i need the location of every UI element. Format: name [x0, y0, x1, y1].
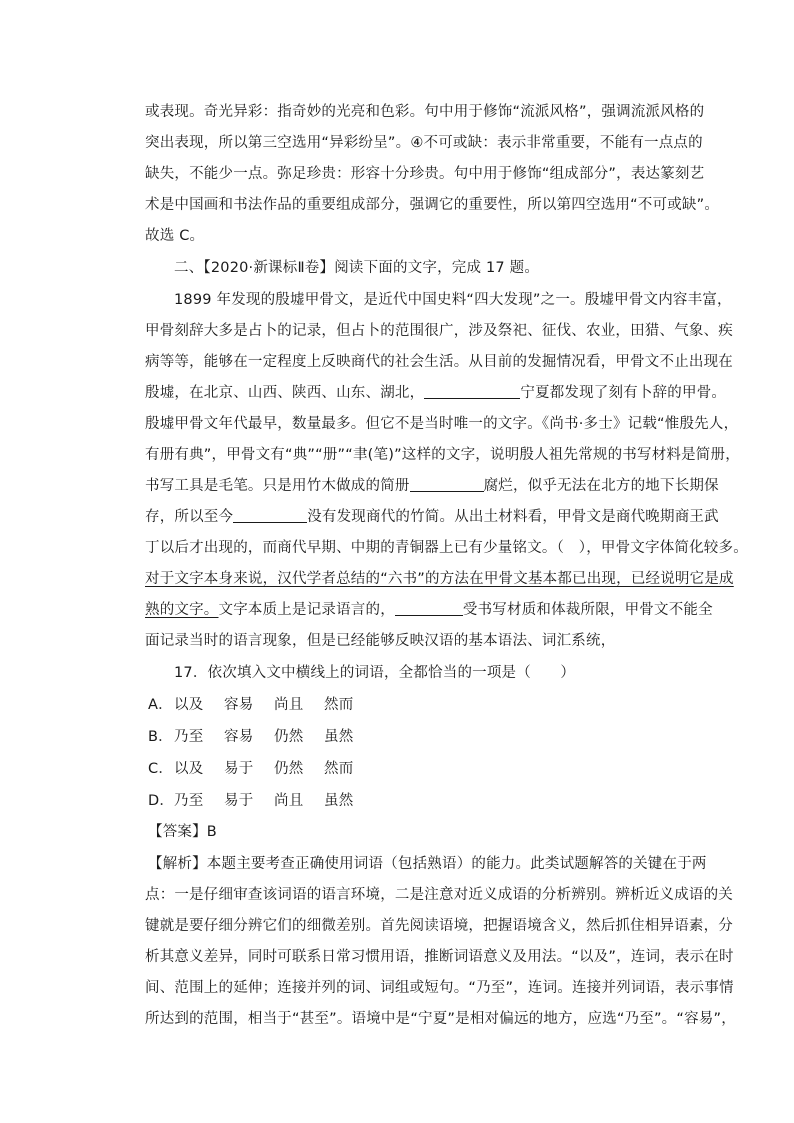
fill-blank-3 — [233, 508, 307, 523]
passage-line — [145, 600, 713, 620]
passage-text: 宁夏都发现了刻有卜辞的甲骨。 — [520, 385, 727, 401]
underlined-passage-text: 熟的文字。 — [145, 602, 219, 618]
option-b — [148, 727, 374, 747]
option-word: 以及 — [174, 697, 204, 713]
underlined-passage-line: 对于文字本身来说，汉代学者总结的“六书”的方法在甲骨文基本都已出现，已经说明它是成 — [145, 571, 734, 587]
answer: 【答案】B — [148, 824, 217, 840]
option-word: 乃至 — [174, 793, 204, 809]
option-a — [148, 695, 374, 715]
option-word: 然而 — [324, 761, 354, 777]
analysis-line: 所达到的范围，相当于“甚至”。语境中是“宁夏”是相对偏远的地方，应选“乃至”。“容易”， — [145, 1011, 736, 1027]
option-label: C． — [148, 761, 174, 777]
analysis-line: 间、范围上的延伸；连接并列的词、词组或短句。“乃至”，连词。连接并列词语，表示事情 — [145, 980, 734, 996]
passage-line: 病等等，能够在一定程度上反映商代的社会生活。从目前的发掘情况看，甲骨文不止出现在 — [145, 354, 733, 370]
analysis-line: 【解析】本题主要考查正确使用词语（包括熟语）的能力。此类试题解答的关键在于两 — [148, 856, 707, 872]
analysis-line: 键就是要仔细分辨它们的细微差别。首先阅读语境，把握语境含义，然后抓住相异语素，分 — [145, 918, 733, 934]
option-word: 容易 — [224, 697, 254, 713]
fill-blank-1 — [424, 384, 520, 399]
passage-text: 书写工具是毛笔。只是用竹木做成的简册 — [145, 478, 410, 494]
option-word: 然而 — [324, 697, 354, 713]
fill-blank-2 — [410, 477, 484, 492]
option-label: B． — [148, 729, 173, 745]
option-word: 乃至 — [174, 729, 204, 745]
analysis-line: 突出表现，所以第三空选用“异彩纷呈”。④不可或缺：表示非常重要，不能有一点点的 — [145, 135, 703, 151]
option-word: 仍然 — [274, 761, 304, 777]
analysis-line: 或表现。奇光异彩：指奇妙的光亮和色彩。句中用于修饰“流派风格”，强调流派风格的 — [145, 104, 705, 120]
passage-line — [145, 383, 726, 403]
question-stem: 17．依次填入文中横线上的词语，全都恰当的一项是（ ） — [174, 665, 576, 681]
passage-line: 有册有典”，甲骨文有“典”“册”“聿(笔)”这样的文字，说明殷人祖先常规的书写材料是简册， — [145, 447, 740, 463]
passage-line — [145, 507, 719, 527]
passage-text: 受书写材质和体裁所限，甲骨文不能全 — [462, 602, 713, 618]
option-word: 易于 — [224, 793, 254, 809]
passage-line: 面记录当时的语言现象，但是已经能够反映汉语的基本语法、词汇系统， — [145, 633, 616, 649]
analysis-line: 点：一是仔细审查该词语的语言环境，二是注意对近义成语的分析辨别。辨析近义成语的关 — [145, 887, 733, 903]
option-label: A． — [148, 697, 173, 713]
passage-text: 腐烂，似乎无法在北方的地下长期保 — [483, 478, 719, 494]
passage-text: 没有发现商代的竹简。从出土材料看，甲骨文是商代晚期商王武 — [307, 509, 719, 525]
option-label: D． — [148, 793, 175, 809]
analysis-line: 术是中国画和书法作品的重要组成部分，强调它的重要性，所以第四空选用“不可或缺”。 — [145, 197, 720, 213]
option-word: 仍然 — [274, 729, 304, 745]
option-word: 易于 — [224, 761, 254, 777]
analysis-line: 缺失，不能少一点。弥足珍贵：形容十分珍贵。句中用于修饰“组成部分”，表达篆刻艺 — [145, 166, 705, 182]
passage-text: 文字本质上是记录语言的， — [218, 602, 395, 618]
passage-text: 存，所以至今 — [145, 509, 234, 525]
option-c — [148, 759, 374, 779]
passage-line: 1899 年发现的殷墟甲骨文，是近代中国史料“四大发现”之一。殷墟甲骨文内容丰富， — [174, 292, 732, 308]
passage-line: 殷墟甲骨文年代最早，数量最多。但它不是当时唯一的文字。《尚书·多士》记载“惟殷先人， — [145, 416, 739, 432]
passage-line: 甲骨刻辞大多是占卜的记录，但占卜的范围很广，涉及祭祀、征伐、农业，田猎、气象、疾 — [145, 323, 733, 339]
option-d — [148, 791, 374, 811]
passage-line: 丁以后才出现的，而商代早期、中期的青铜器上已有少量铭文。（ ），甲骨文字体简化较多。 — [145, 540, 748, 556]
section-heading: 二、【2020·新课标Ⅱ卷】阅读下面的文字，完成 17 题。 — [174, 260, 540, 276]
passage-text: 殷墟，在北京、山西、陕西、山东、湖北， — [145, 385, 425, 401]
passage-line — [145, 476, 719, 496]
option-word: 尚且 — [274, 697, 304, 713]
analysis-line: 析其意义差异，同时可联系日常习惯用语，推断词语意义及用法。“以及”，连词，表示在时 — [145, 949, 734, 965]
option-word: 虽然 — [324, 729, 354, 745]
option-word: 虽然 — [324, 793, 354, 809]
analysis-line: 故选 C。 — [145, 228, 205, 244]
fill-blank-4 — [395, 601, 463, 616]
option-word: 以及 — [174, 761, 204, 777]
option-word: 容易 — [224, 729, 254, 745]
option-word: 尚且 — [274, 793, 304, 809]
